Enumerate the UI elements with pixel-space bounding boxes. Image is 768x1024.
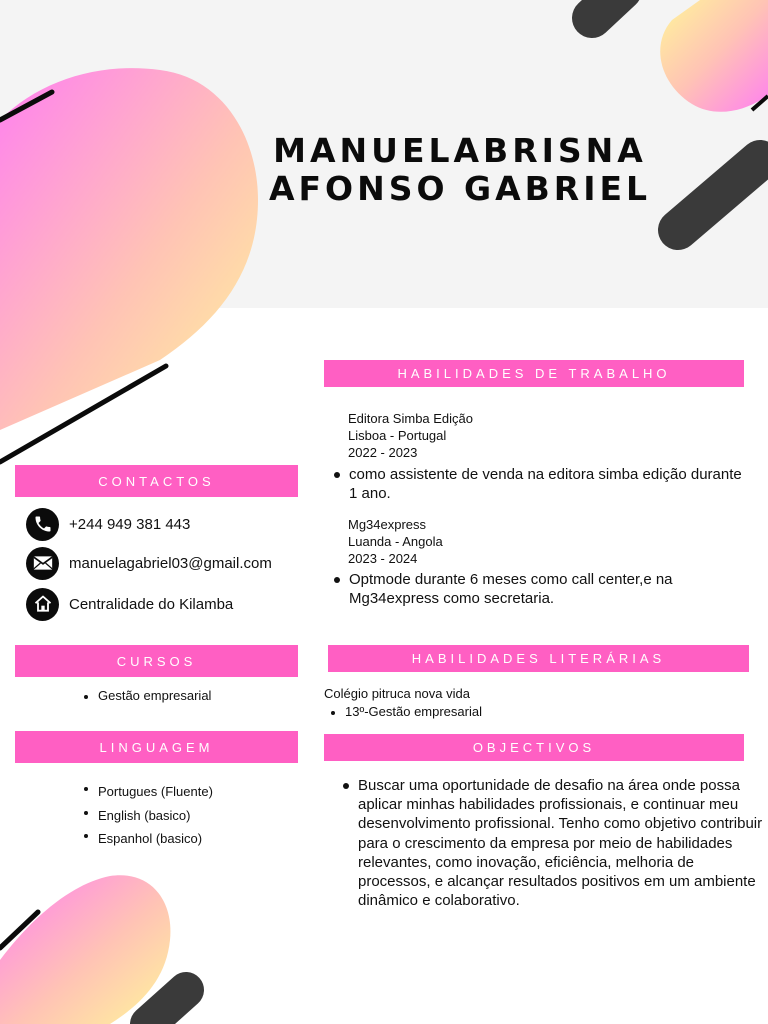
phone-text: +244 949 381 443 xyxy=(69,515,191,533)
dark-pill-bottom xyxy=(148,990,186,1024)
job-entry-meta xyxy=(348,410,473,461)
home-icon xyxy=(26,588,59,621)
work-skills-heading: HABILIDADES DE TRABALHO xyxy=(324,360,744,387)
gradient-pill-top-right xyxy=(660,0,768,112)
languages-heading: LINGUAGEM xyxy=(15,731,298,763)
name-line-2: AFONSO GABRIEL xyxy=(268,169,652,208)
job-description: como assistente de venda na editora simba edição durante 1 ano. xyxy=(334,465,744,503)
gradient-blob-bottom-left xyxy=(0,875,170,1024)
job-period: 2022 - 2023 xyxy=(348,445,418,460)
contacts-heading: CONTACTOS xyxy=(15,465,298,497)
objectives-heading: OBJECTIVOS xyxy=(324,734,744,761)
list-item: Portugues (Fluente) xyxy=(84,780,213,804)
address-text: Centralidade do Kilamba xyxy=(69,595,234,613)
name-line-1: MANUELABRISNA xyxy=(273,131,647,170)
literary-skills-heading: HABILIDADES LITERÁRIAS xyxy=(328,645,749,672)
courses-list xyxy=(84,688,211,703)
gradient-blob-top-left xyxy=(0,68,258,430)
job-company: Mg34express xyxy=(348,517,427,532)
list-item: English (basico) xyxy=(84,804,213,828)
contact-phone xyxy=(26,508,190,540)
list-item: Espanhol (basico) xyxy=(84,827,213,851)
job-location: Luanda - Angola xyxy=(348,534,443,549)
email-text[interactable]: manuelagabriel03@gmail.com xyxy=(69,554,272,572)
courses-heading: CURSOS xyxy=(15,645,298,677)
page-title xyxy=(250,132,670,208)
objectives-text: Buscar uma oportunidade de desafio na área onde possa aplicar minhas habilidades profissionais, e continuar meu desenvolvimento profissional. Tenho como objetivo contribuir para o crescimento da empresa por meio de habilidades relevantes, como inovação, eficiência, melhoria de processos, e alcançar resultados positivos em um ambiente dinâmico e colaborativo. xyxy=(343,776,763,910)
job-location: Lisboa - Portugal xyxy=(348,428,447,443)
job-period: 2023 - 2024 xyxy=(348,551,418,566)
dark-pill-top xyxy=(592,0,622,18)
literary-list xyxy=(331,704,482,719)
phone-icon xyxy=(26,508,59,541)
school-name: Colégio pitruca nova vida xyxy=(324,686,470,701)
languages-list xyxy=(84,780,213,851)
job-company: Editora Simba Edição xyxy=(348,411,474,426)
list-item: Gestão empresarial xyxy=(84,688,211,703)
job-entry-meta xyxy=(348,516,443,567)
mail-icon xyxy=(26,547,59,580)
list-item: 13º-Gestão empresarial xyxy=(331,704,482,719)
dark-pill-right xyxy=(678,160,760,230)
contact-email xyxy=(26,547,272,579)
job-description: Optmode durante 6 meses como call center,e na Mg34express como secretaria. xyxy=(334,570,744,608)
contact-address xyxy=(26,588,233,620)
